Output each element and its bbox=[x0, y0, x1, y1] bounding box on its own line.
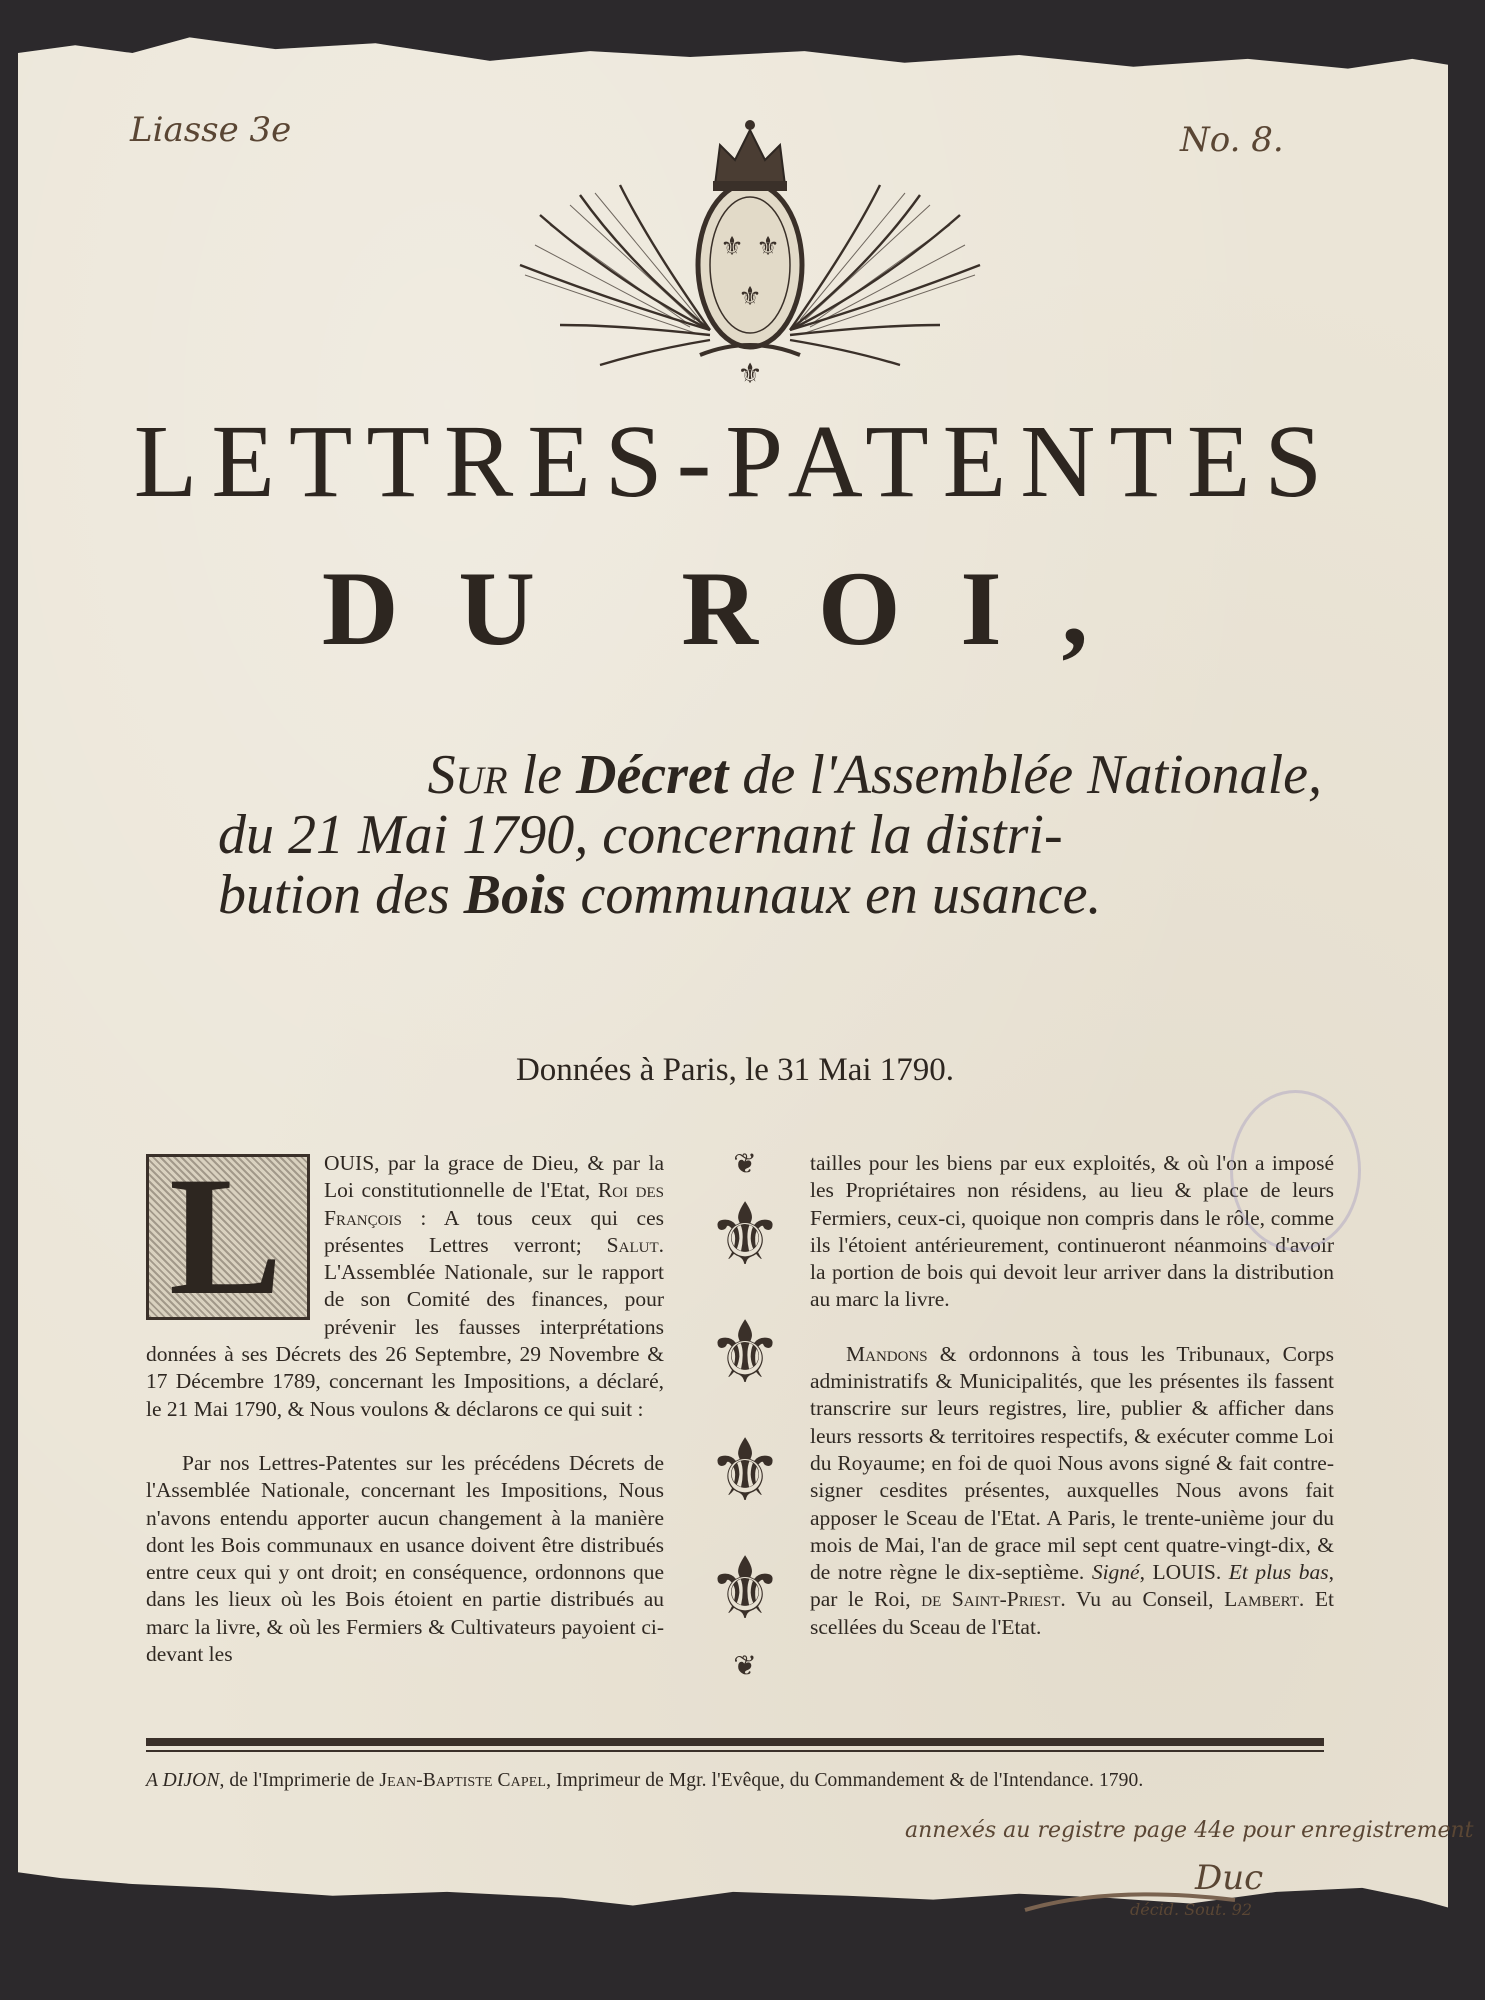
text: . Et scellées du Sceau de l'Etat. bbox=[810, 1587, 1335, 1639]
text: , Imprimeur de Mgr. l'Evêque, du Commandement & de l'Intendance. 1790. bbox=[546, 1770, 1144, 1791]
subtitle-line-3 bbox=[130, 865, 1340, 925]
svg-text:⚜: ⚜ bbox=[738, 282, 762, 311]
annotation-number: No. 8. bbox=[1180, 120, 1284, 160]
paragraph-continuation: tailles pour les biens par eux exploités, & où l'on a imposé les Propriétaires non résidens, au lieu & place de leurs Fermiers, ceux-ci, quoique non compris dans le rôle, comme ils l'étoient antérieurement, continueront néanmoins d'avoir la portion de bois qui devoit leur arriver dans la distribution au marc la livre. bbox=[810, 1151, 1334, 1312]
svg-text:⚜: ⚜ bbox=[720, 232, 744, 261]
text: & ordonnons à tous les Tribunaux, Corps administratifs & Municipalités, que les présentes ils fassent transcrire sur leurs registres, lire, publier & afficher dans leurs ressorts & territoires respectifs, & exécuter comme Loi du Royaume; en foi de quoi Nous avons signé & fait contre-signer cesdites présentes, auxquelles Nous avons fait apposer le Sceau de l'Etat. A Paris, le trente-unième jour du mois de Mai, l'an de grace mil sept cent quatre-vingt-dix, & de notre règne le dix-septième. bbox=[810, 1341, 1334, 1585]
document-title-line2: DU ROI, bbox=[321, 550, 1149, 667]
text: : A tous ceux qui ces présentes Lettres verront; bbox=[324, 1205, 664, 1257]
library-stamp-icon bbox=[1230, 1090, 1361, 1251]
dateline: Données à Paris, le 31 Mai 1790. bbox=[515, 1052, 955, 1088]
subtitle-text: bution des bbox=[218, 864, 464, 926]
text-roi-des-francois: Roi des François bbox=[324, 1178, 664, 1230]
handwritten-date: décid. Sout. 92 bbox=[1130, 1900, 1253, 1919]
text: , par le Roi, bbox=[810, 1560, 1334, 1612]
subtitle-line-1 bbox=[130, 745, 1340, 805]
subtitle-line-2: du 21 Mai 1790, concernant la distri- bbox=[218, 804, 1063, 866]
flourish-icon: ❦ bbox=[733, 1149, 757, 1180]
text-signe: Signé bbox=[1091, 1560, 1140, 1585]
fleur-de-lis-icon: ⚜ bbox=[706, 1187, 784, 1283]
royal-arms-emblem-icon bbox=[420, 115, 1080, 385]
subtitle-decret: Décret bbox=[576, 744, 729, 806]
ornament-column bbox=[690, 1150, 800, 1710]
text: , de l'Imprimerie de bbox=[219, 1770, 380, 1791]
fleur-de-lis-icon: ⚜ bbox=[706, 1541, 784, 1637]
paragraph-mandons bbox=[810, 1341, 1334, 1641]
subtitle-text: communaux en usance. bbox=[566, 864, 1102, 926]
fleur-de-lis-icon: ⚜ bbox=[706, 1423, 784, 1519]
document-title: LETTRES-PATENTES bbox=[133, 404, 1337, 519]
svg-text:⚜: ⚜ bbox=[737, 359, 763, 385]
left-column bbox=[146, 1142, 664, 1668]
imprint-printer-name: Jean-Baptiste Capel bbox=[379, 1770, 547, 1791]
svg-text:⚜: ⚜ bbox=[756, 232, 780, 261]
printer-imprint bbox=[146, 1770, 1326, 1792]
text: , par la grace de Dieu, & par la Loi constitutionnelle de l'Etat, bbox=[324, 1151, 664, 1203]
paragraph-decree: Par nos Lettres-Patentes sur les précédens Décrets de l'Assemblée Nationale, concernant les Impositions, Nous n'avons entendu apporter aucun changement à la manière dont les Bois communaux en usance doivent être distribués entre ceux qui y ont droit; en conséquence, ordonnons que dans les lieux où les Bois étoient en partie distribués au marc la livre, & où les Fermiers & Cultivateurs payoient ci-devant les bbox=[146, 1450, 664, 1667]
subtitle-text: le bbox=[507, 744, 576, 806]
document-subtitle bbox=[130, 745, 1340, 925]
text-lambert: Lambert bbox=[1224, 1587, 1299, 1612]
text-mandons: Mandons bbox=[846, 1341, 928, 1366]
handwritten-signature: Duc bbox=[1195, 1858, 1264, 1898]
dropcap-letter: L bbox=[169, 1142, 283, 1330]
flourish-icon: ❦ bbox=[733, 1651, 757, 1682]
text-et-plus-bas: Et plus bas bbox=[1228, 1560, 1329, 1585]
divider-rule bbox=[146, 1738, 1324, 1746]
fleur-de-lis-icon: ⚜ bbox=[706, 1305, 784, 1401]
text-salut: Salut bbox=[606, 1232, 659, 1257]
text: . L'Assemblée Nationale, sur le rapport de son Comité des finances, pour prévenir les fausses interprétations données à ses Décrets des 26 Septembre, 29 Novembre & 17 Décembre 1789, concernant les Impositions, a déclaré, le 21 Mai 1790, & Nous voulons & déclarons ce qui suit : bbox=[146, 1232, 664, 1421]
divider-rule-thin bbox=[146, 1750, 1324, 1752]
subtitle-text: de l'Assemblée Nationale, bbox=[728, 744, 1322, 806]
handwritten-note: annexés au registre page 44e pour enregistrement bbox=[905, 1818, 1474, 1843]
imprint-place: A DIJON bbox=[146, 1770, 220, 1791]
text-ouis: OUIS bbox=[324, 1151, 375, 1175]
text: . Vu au Conseil, bbox=[1060, 1587, 1225, 1612]
subtitle-sur: Sur bbox=[427, 744, 508, 806]
decorated-initial bbox=[146, 1142, 310, 1330]
subtitle-bois: Bois bbox=[463, 864, 567, 926]
text: , LOUIS. bbox=[1139, 1560, 1229, 1585]
annotation-liasse: Liasse 3e bbox=[130, 110, 292, 150]
text-saint-priest: de Saint-Priest bbox=[921, 1587, 1061, 1612]
